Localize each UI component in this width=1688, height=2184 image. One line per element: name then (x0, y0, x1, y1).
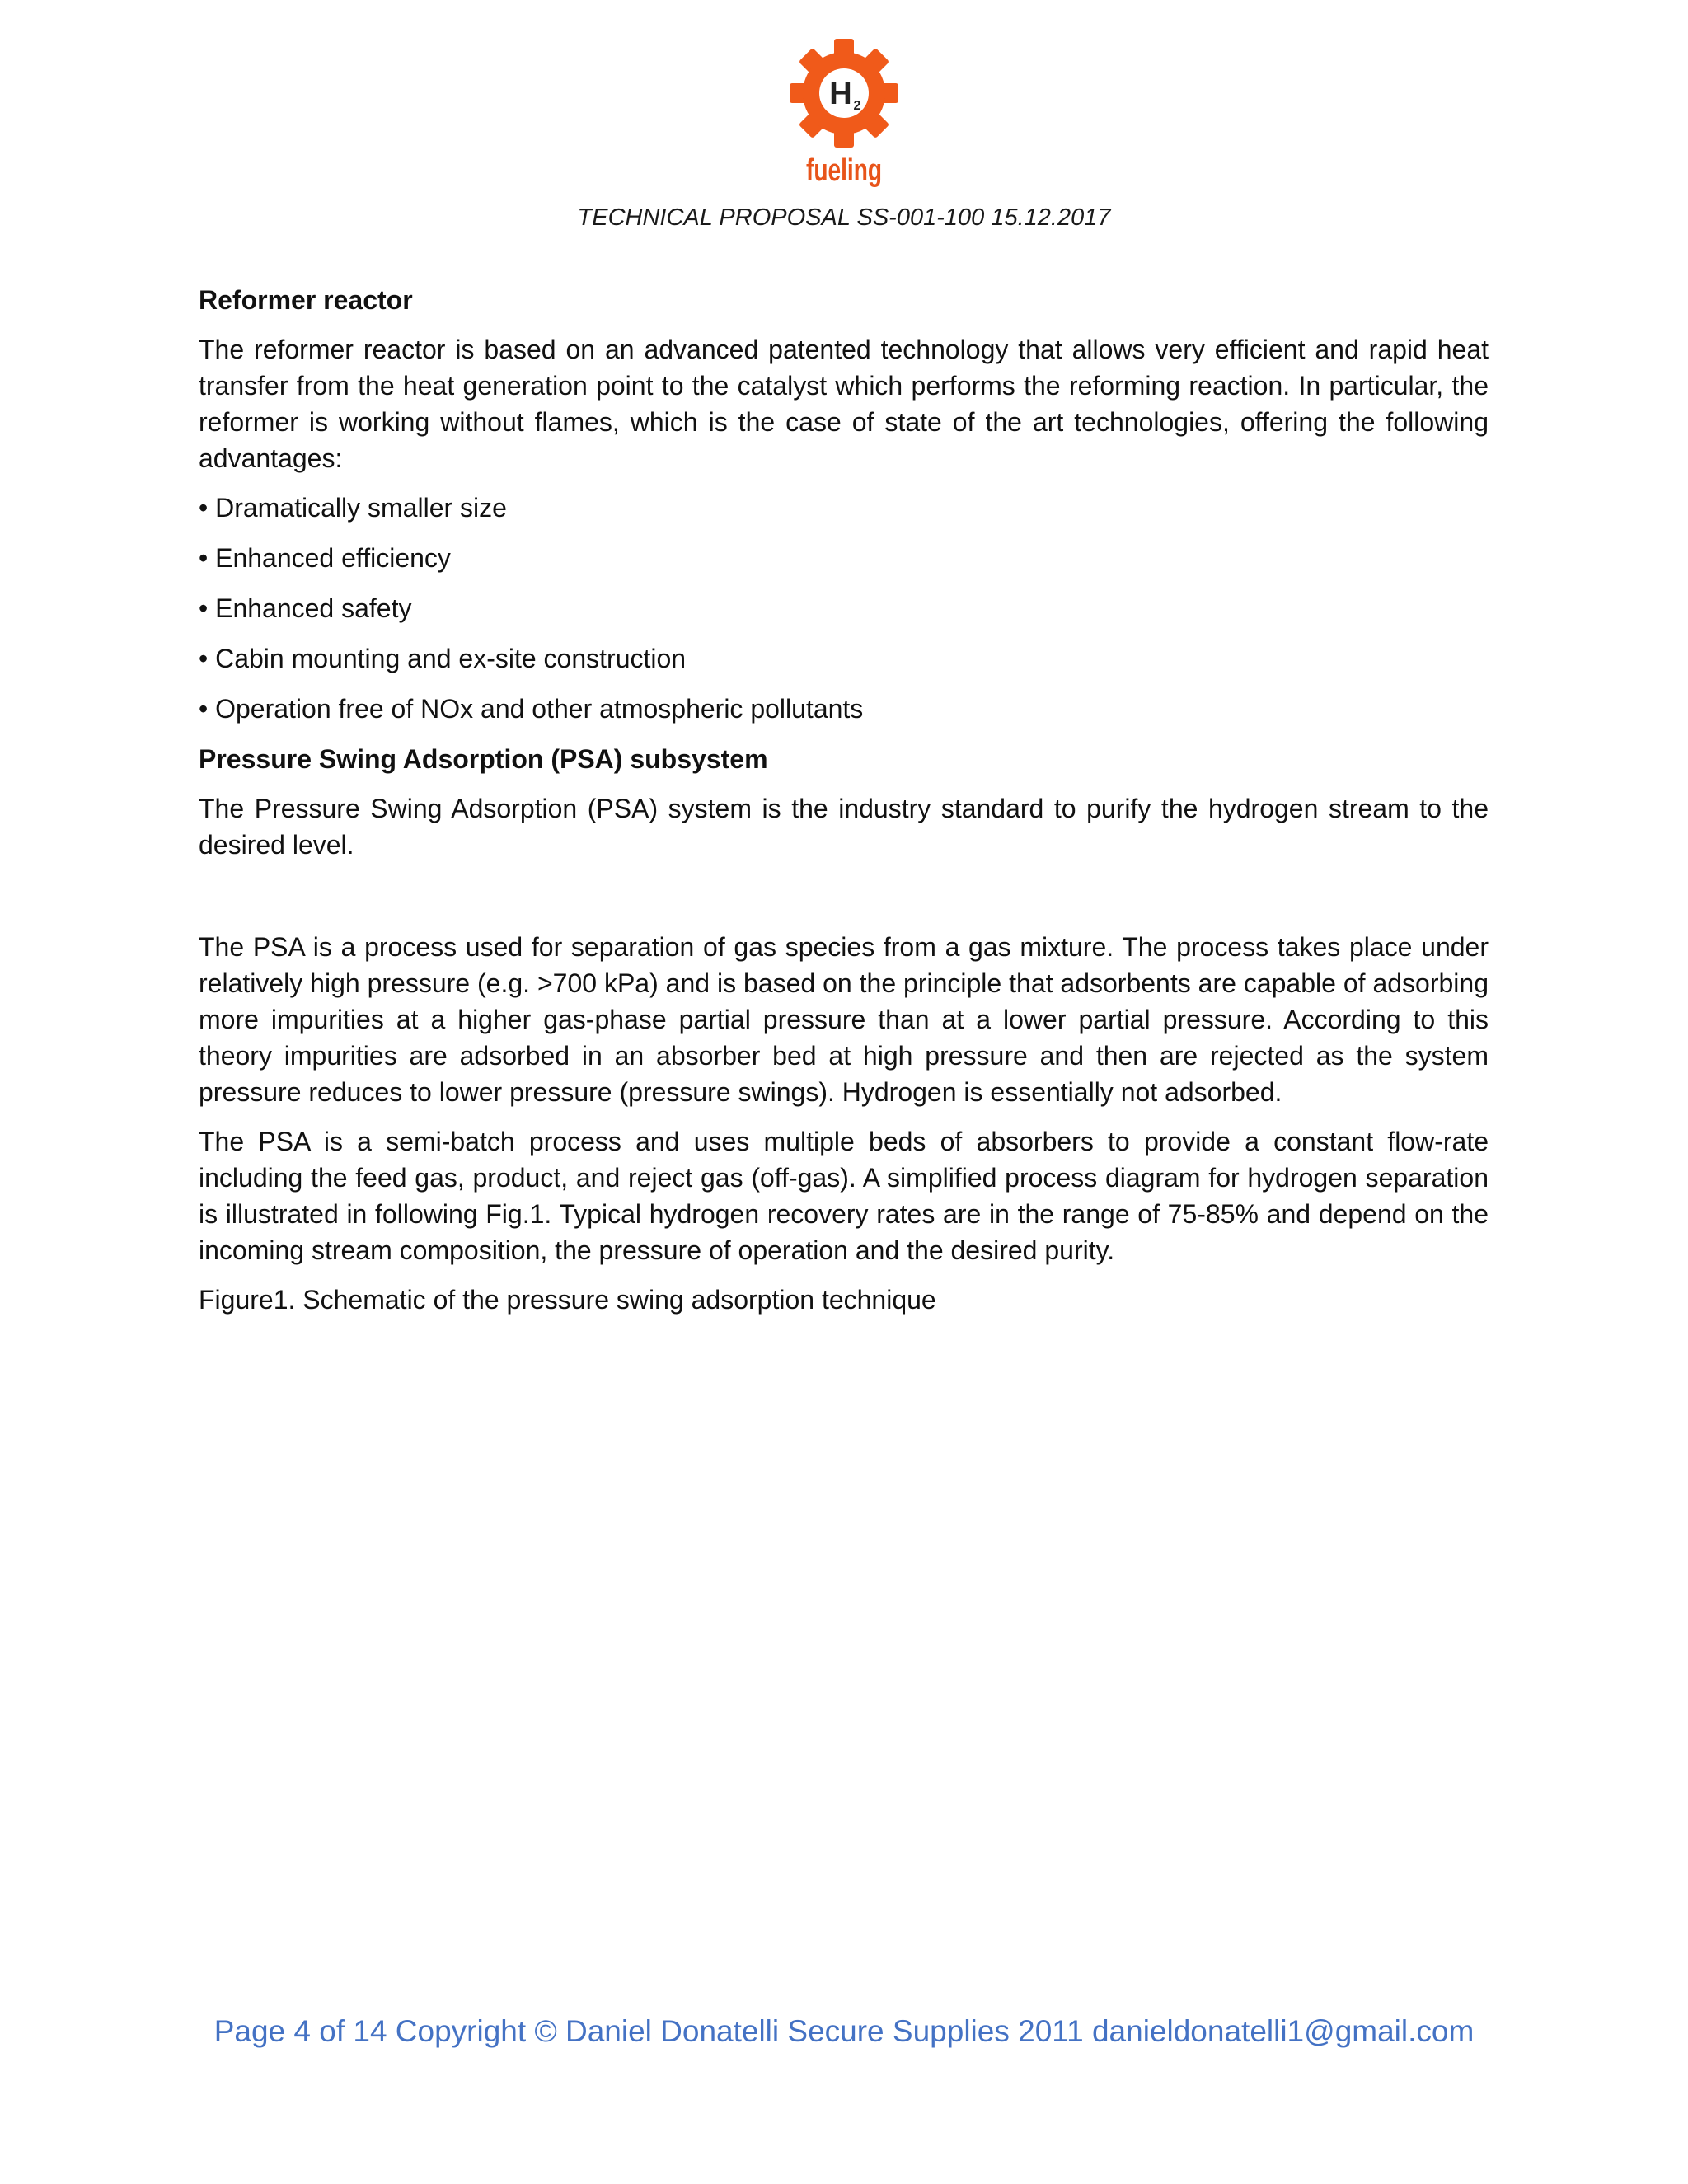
list-item: • Dramatically smaller size (199, 493, 507, 523)
paragraph-reformer-intro: The reformer reactor is based on an advanced patented technology that allows very efficient and rapid heat transfer from the heat generation point to the catalyst which performs the reforming reaction. In particular, the reformer is working without flames, which is the case of state of the art technologies, offering the following advantages: (199, 335, 1489, 473)
list-item: • Enhanced safety (199, 593, 412, 623)
paragraph-psa-process: The PSA is a process used for separation of gas species from a gas mixture. The process takes place under relatively high pressure (e.g. >700 kPa) and is based on the principle that adsorbents are capable of adsorbing more impurities at a higher gas-phase partial pressure than at a lower partial pressure. According to this theory impurities are adsorbed in an absorber bed at high pressure and then are rejected as the system pressure reduces to lower pressure (pressure swings). Hydrogen is essentially not adsorbed. (199, 932, 1489, 1107)
document-reference: TECHNICAL PROPOSAL SS-001-100 15.12.2017 (577, 204, 1111, 231)
section-title-psa: Pressure Swing Adsorption (PSA) subsystem (199, 744, 768, 774)
page-footer: Page 4 of 14 Copyright © Daniel Donatelli Secure Supplies 2011 danieldonatelli1@gmail.com (213, 2014, 1475, 2048)
h2-gear-icon (783, 37, 905, 195)
paragraph-psa-semibatch: The PSA is a semi-batch process and uses multiple beds of absorbers to provide a constant flow-rate including the feed gas, product, and reject gas (off-gas). A simplified process diagram for hydrogen separation is illustrated in following Fig.1. Typical hydrogen recovery rates are in the range of 75-85% and depend on the incoming stream composition, the pressure of operation and the desired purity. (199, 1127, 1489, 1265)
logo-subscript: 2 (853, 99, 861, 113)
paragraph-spacer (199, 876, 1489, 929)
page-content (199, 282, 1489, 1331)
list-item: • Operation free of NOx and other atmospheric pollutants (199, 694, 864, 724)
logo-h-letter: H (829, 77, 852, 111)
logo-wordmark: fueling (806, 153, 882, 188)
advantages-list (199, 490, 1489, 727)
company-logo (783, 37, 905, 195)
list-item: • Enhanced efficiency (199, 543, 451, 573)
figure-caption: Figure1. Schematic of the pressure swing adsorption technique (199, 1285, 936, 1315)
paragraph-psa-standard: The Pressure Swing Adsorption (PSA) system is the industry standard to purify the hydrogen stream to the desired level. (199, 794, 1489, 860)
section-title-reformer: Reformer reactor (199, 285, 413, 315)
list-item: • Cabin mounting and ex-site construction (199, 644, 687, 673)
